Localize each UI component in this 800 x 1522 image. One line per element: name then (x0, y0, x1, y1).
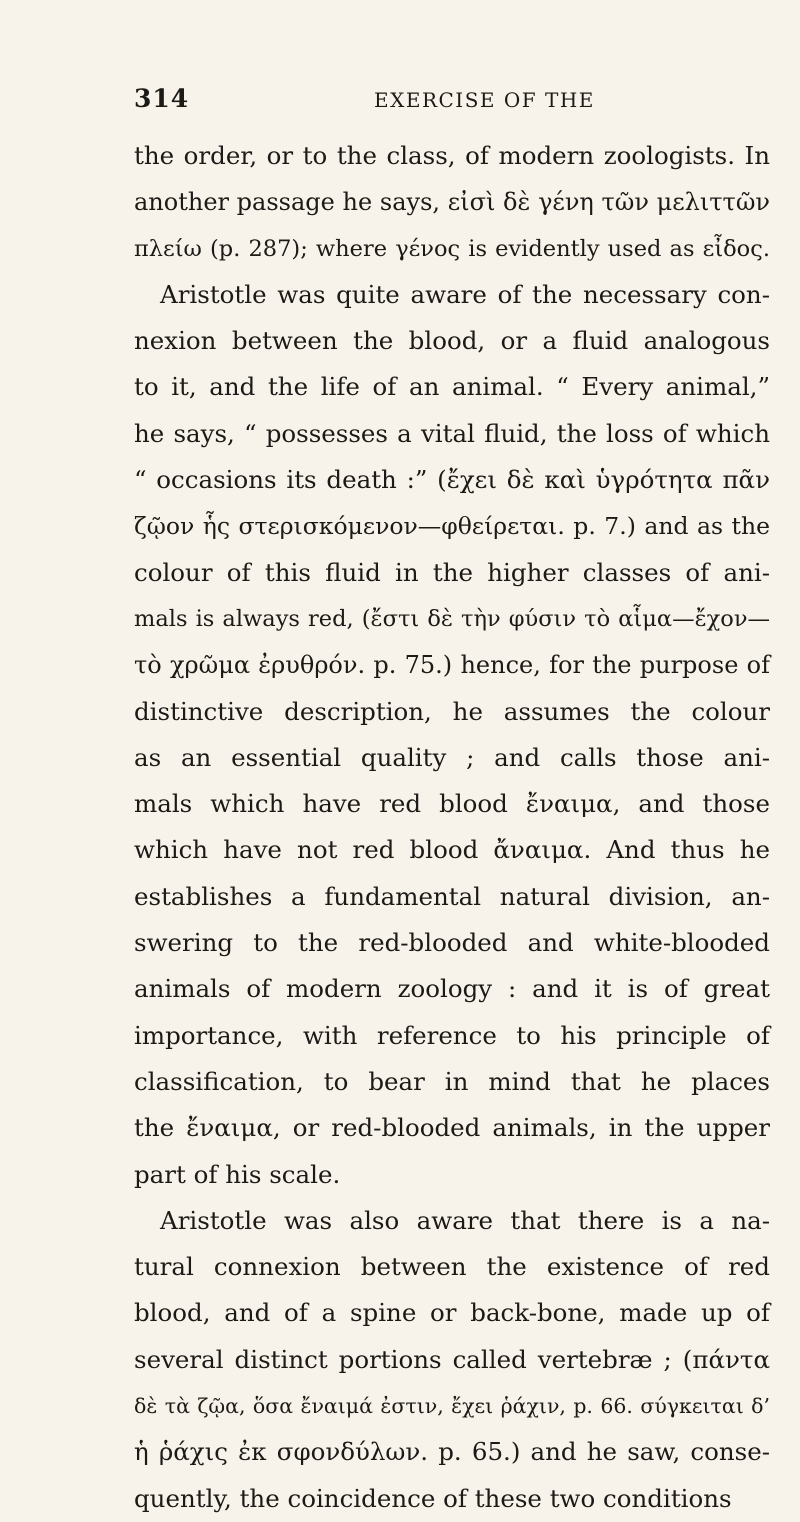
text-line: which have not red blood ἄναιμα. And thus he (134, 835, 770, 865)
text-line: tural connexion between the existence of red (134, 1252, 770, 1282)
text-line: the order, or to the class, of modern zoologists. In (134, 141, 770, 170)
text-line: importance, with reference to his principle of (134, 1020, 770, 1050)
text-line: δὲ τὰ ζῷα, ὅσα ἔναιμά ἐστιν, ἔχει ῥάχιν, p. 66. σύγκειται δ’ (134, 1394, 770, 1419)
running-head: EXERCISE OF THE (374, 88, 595, 112)
text-line: Aristotle was also aware that there is a na- (160, 1205, 770, 1235)
text-line: he says, “ possesses a vital fluid, the loss of which (134, 418, 770, 448)
text-line: quently, the coincidence of these two conditions (134, 1483, 732, 1513)
text-line: classification, to bear in mind that he places (134, 1066, 770, 1096)
text-line: nexion between the blood, or a fluid analogous (134, 326, 770, 356)
text-line: several distinct portions called vertebræ ; (πάντα (134, 1344, 770, 1374)
text-line: part of his scale. (134, 1159, 341, 1189)
body-text (134, 133, 770, 1522)
page-number: 314 (134, 84, 190, 113)
text-line: τὸ χρῶμα ἐρυθρόν. p. 75.) hence, for the purpose of (134, 651, 770, 680)
text-line: “ occasions its death :” (ἔχει δὲ καὶ ὑγρότητα πᾶν (134, 465, 770, 495)
text-line: animals of modern zoology : and it is of great (134, 974, 770, 1004)
text-line: as an essential quality ; and calls those ani- (134, 742, 770, 772)
text-line: ἡ ῥάχις ἐκ σφονδύλων. p. 65.) and he saw, conse- (134, 1437, 770, 1467)
text-line: colour of this fluid in the higher classes of ani- (134, 557, 770, 587)
text-line: ζῷον ἧς στερισκόμενον—φθείρεται. p. 7.) and as the (134, 512, 770, 541)
text-line: the ἔναιμα, or red-blooded animals, in the upper (134, 1113, 770, 1143)
text-line: swering to the red-blooded and white-blooded (134, 928, 770, 958)
text-line: Aristotle was quite aware of the necessary con- (160, 279, 770, 309)
text-line: πλείω (p. 287); where γένος is evidently used as εἶδος. (134, 235, 770, 262)
text-line: distinctive description, he assumes the colour (134, 696, 770, 726)
page-header (134, 84, 774, 120)
text-line: to it, and the life of an animal. “ Every animal,” (134, 372, 770, 402)
text-line: another passage he says, εἰσὶ δὲ γένη τῶν μελιττῶν (134, 188, 770, 217)
text-line: mals is always red, (ἔστι δὲ τὴν φύσιν τὸ αἷμα—ἔχον— (134, 605, 770, 632)
text-line: mals which have red blood ἔναιμα, and those (134, 789, 770, 819)
text-line: establishes a fundamental natural division, an- (134, 881, 770, 911)
text-line: blood, and of a spine or back-bone, made up of (134, 1298, 770, 1328)
